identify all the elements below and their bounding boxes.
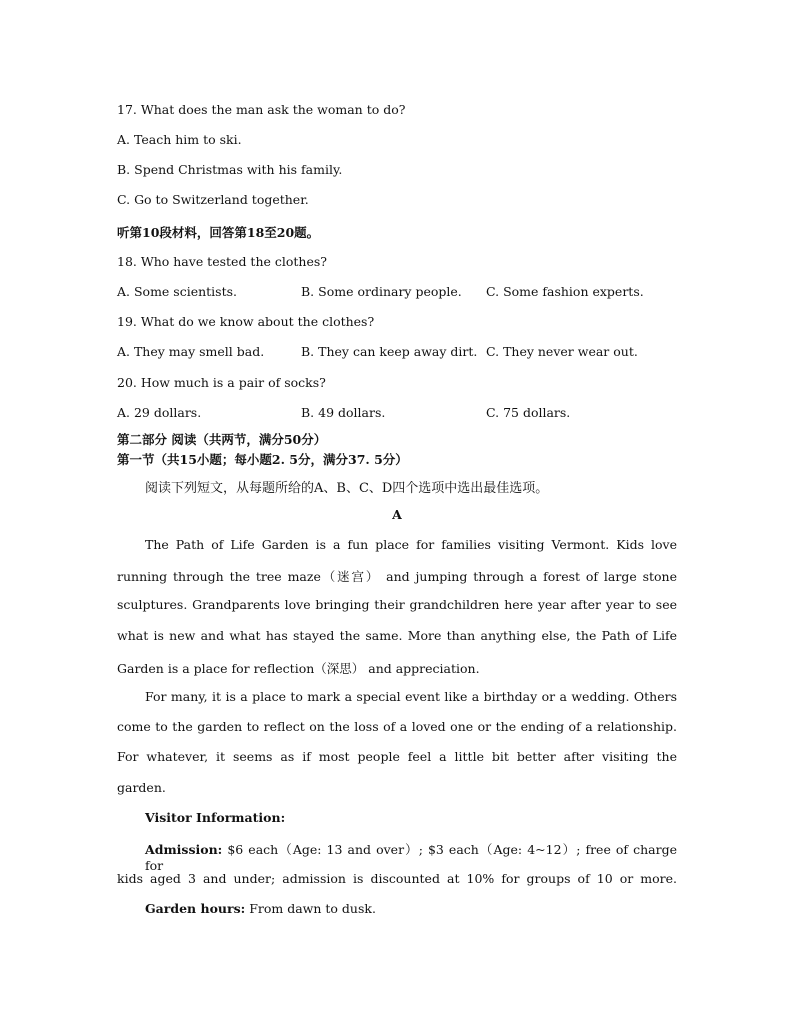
option-19-a: A. They may smell bad. — [117, 344, 265, 359]
admission-label: Admission: — [145, 842, 223, 857]
section-1-heading: 第一节（共15小题；每小题2. 5分，满分37. 5分） — [117, 452, 408, 467]
option-20-a: A. 29 dollars. — [117, 405, 202, 420]
garden-hours-line — [145, 901, 376, 916]
reading-instruction: 阅读下列短文，从每题所给的A、B、C、D四个选项中选出最佳选项。 — [145, 481, 549, 496]
question-18: 18. Who have tested the clothes? — [117, 254, 327, 269]
passage-title: A — [392, 507, 402, 522]
option-20-b: B. 49 dollars. — [301, 405, 386, 420]
option-17-c: C. Go to Switzerland together. — [117, 192, 309, 207]
passage-p2-line2: come to the garden to reflect on the loss of a loved one or the ending of a relationship. — [117, 719, 677, 734]
passage-p1-line2: running through the tree maze（迷宫） and jumping through a forest of large stone — [117, 569, 677, 584]
option-18-c: C. Some fashion experts. — [486, 284, 644, 299]
passage-p1-line3: sculptures. Grandparents love bringing their grandchildren here year after year to see — [117, 597, 677, 612]
visitor-info-heading: Visitor Information: — [145, 810, 286, 825]
question-17: 17. What does the man ask the woman to do? — [117, 102, 406, 117]
option-20-c: C. 75 dollars. — [486, 405, 571, 420]
garden-hours-text: From dawn to dusk. — [245, 901, 376, 916]
passage-p2-line3: For whatever, it seems as if most people feel a little bit better after visiting the — [117, 749, 677, 764]
admission-line1 — [117, 840, 677, 873]
admission-text: $6 each（Age: 13 and over）; $3 each（Age: 4~12）; free of charge for — [145, 842, 677, 873]
passage-p1-line5: Garden is a place for reflection（深思） and appreciation. — [117, 661, 480, 676]
passage-p1-line4: what is new and what has stayed the same. More than anything else, the Path of Life — [117, 628, 677, 643]
part-2-heading: 第二部分 阅读（共两节，满分50分） — [117, 432, 327, 447]
option-19-c: C. They never wear out. — [486, 344, 638, 359]
passage-p1-line1: The Path of Life Garden is a fun place for families visiting Vermont. Kids love — [145, 537, 677, 552]
passage-p2-line1: For many, it is a place to mark a special event like a birthday or a wedding. Others — [145, 689, 677, 704]
question-20: 20. How much is a pair of socks? — [117, 375, 326, 390]
option-18-b: B. Some ordinary people. — [301, 284, 462, 299]
admission-line2: kids aged 3 and under; admission is discounted at 10% for groups of 10 or more. — [117, 871, 677, 886]
passage-p2-line4: garden. — [117, 780, 166, 795]
section-10-heading: 听第10段材料，回答第18至20题。 — [117, 225, 320, 240]
option-17-a: A. Teach him to ski. — [117, 132, 242, 147]
question-19: 19. What do we know about the clothes? — [117, 314, 375, 329]
garden-hours-label: Garden hours: — [145, 901, 246, 916]
option-18-a: A. Some scientists. — [117, 284, 237, 299]
option-17-b: B. Spend Christmas with his family. — [117, 162, 343, 177]
option-19-b: B. They can keep away dirt. — [301, 344, 478, 359]
